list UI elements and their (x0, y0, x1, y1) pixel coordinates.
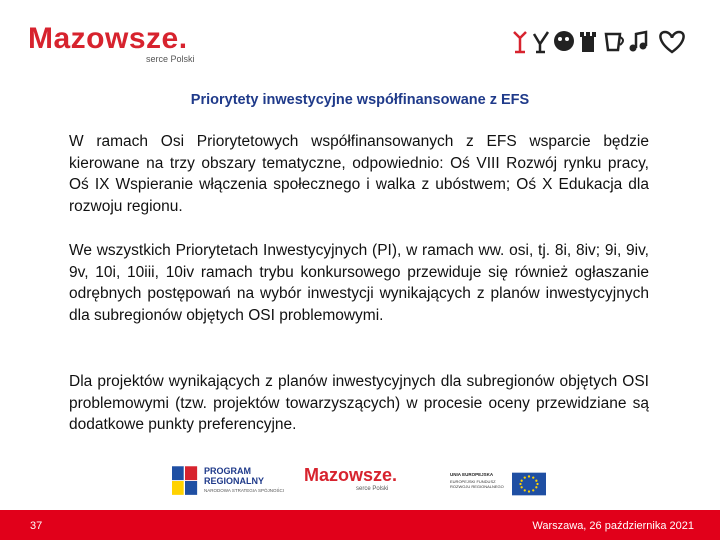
cup-icon (606, 34, 623, 50)
logo-subtitle: serce Polski (146, 54, 195, 64)
face-icon (554, 31, 574, 51)
eu-logo (450, 472, 550, 502)
program-regionalny-logo (172, 464, 292, 504)
slide-title: Priorytety inwestycyjne współfinansowane z EFS (190, 92, 530, 108)
icon-strip (512, 26, 692, 56)
bird-icon (534, 32, 548, 52)
tower-icon (580, 32, 596, 52)
footer-logos (172, 462, 552, 508)
regional-program-emblem-icon (172, 466, 198, 496)
program-line1: PROGRAM (204, 466, 251, 476)
eu-line1: UNIA EUROPEJSKA (450, 472, 494, 477)
paragraph-axes: W ramach Osi Priorytetowych współfinansowanych z EFS wsparcie będzie kierowane na trzy obszary tematyczne, odpowiednio: Oś VIII Rozwój rynku pracy, Oś IX Wspieranie włączenia społecznego i walka z ubóstwem; Oś X Edukacja dla rozwoju regionu. (69, 133, 649, 215)
paragraph-priorities: We wszystkich Priorytetach Inwestycyjnych (PI), w ramach ww. osi, tj. 8i, 8iv; 9i, 9iv, 9v, 10i, 10iii, 10iv ramach trybu konkursowego przewiduje się również ogłaszanie odrębnych postępowań na wybór inwestycji wynikających z planów inwestycyjnych dla subregionów objętych OSI problemowymi. (69, 242, 649, 324)
mazowsze-small-text: Mazowsze. (304, 465, 398, 485)
program-line3: NARODOWA STRATEGIA SPÓJNOŚCI (204, 488, 285, 493)
icon-strip-svg (512, 26, 692, 56)
page-number: 37 (30, 520, 43, 532)
mazowsze-small-sub: serce Polski (356, 486, 389, 492)
heart-outline-icon (660, 32, 683, 52)
paragraph-preference-points: Dla projektów wynikających z planów inwestycyjnych dla subregionów objętych OSI problemowymi (tzw. projektów towarzyszących) w procesie oceny przewidziane są dodatkowe punkty preferencyjne. (69, 373, 649, 433)
mazowsze-logo (28, 22, 208, 70)
program-line2: REGIONALNY (204, 476, 265, 486)
note-icon (630, 32, 647, 52)
footer-date: Warszawa, 26 października 2021 (532, 520, 694, 532)
logo-text: Mazowsze. (28, 22, 188, 55)
figure-icon (514, 32, 526, 52)
eu-line3: ROZWOJU REGIONALNEGO (450, 484, 504, 489)
eu-flag-icon (512, 472, 546, 496)
eu-line2: EUROPEJSKI FUNDUSZ (450, 479, 496, 484)
mazowsze-small-logo (304, 464, 414, 504)
